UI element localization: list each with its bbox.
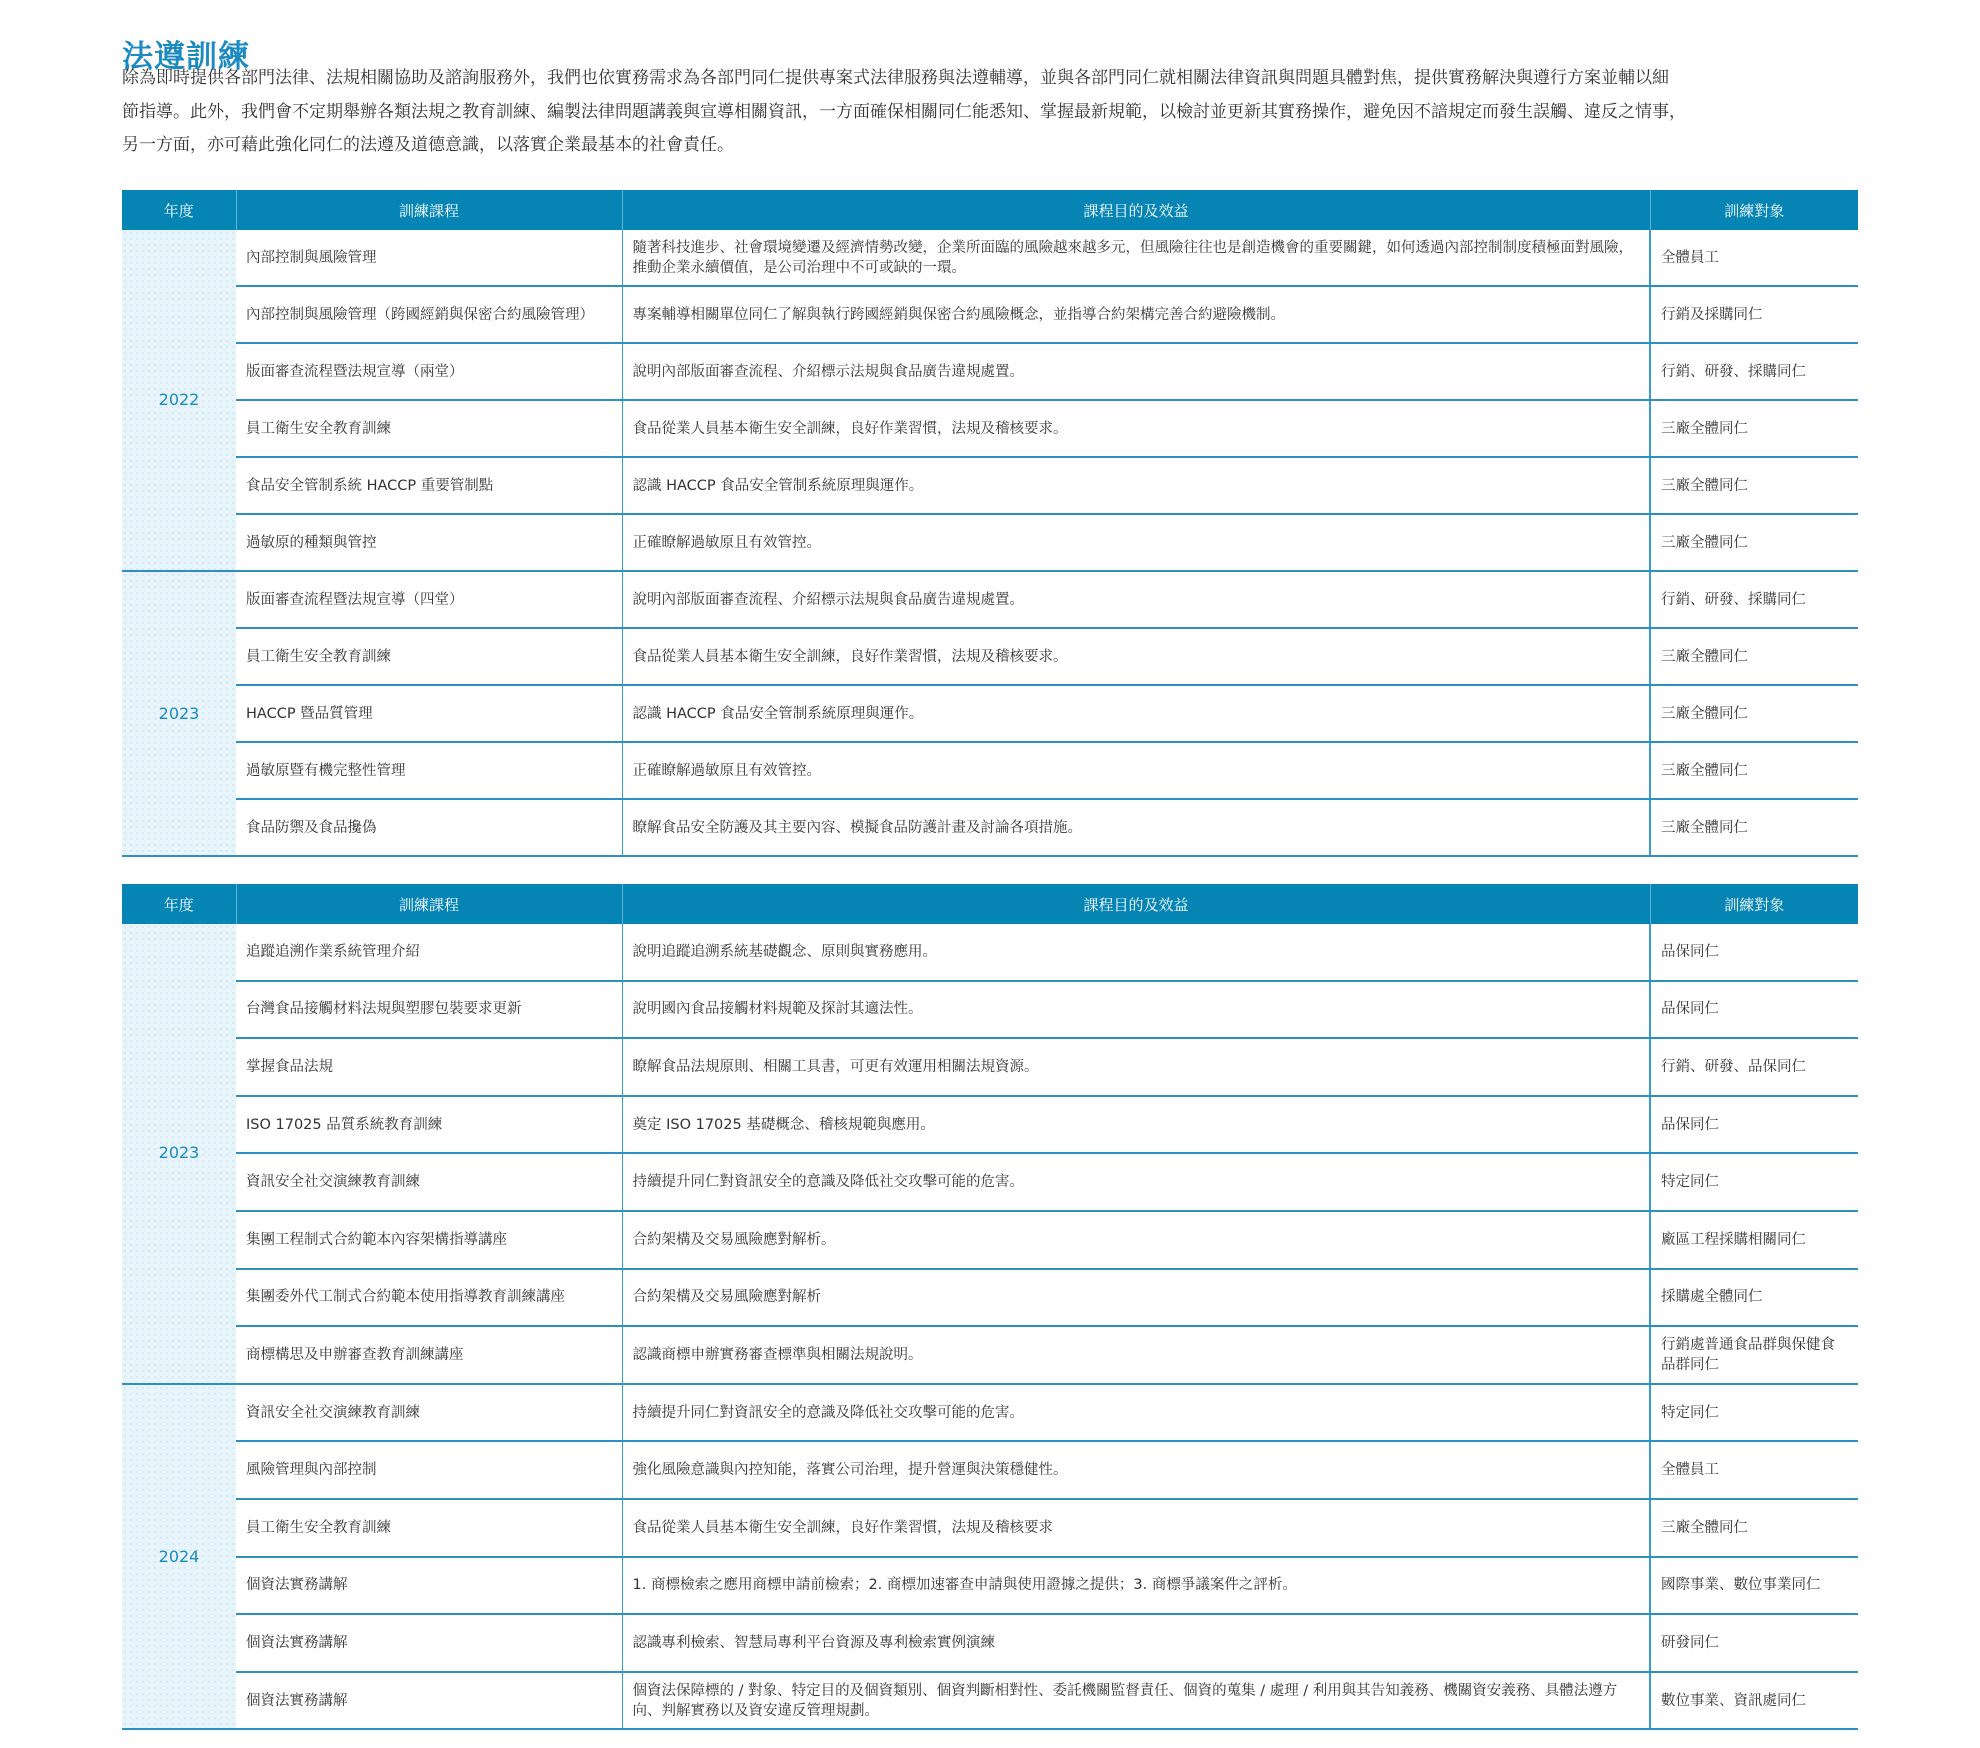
desc-cell: 食品從業人員基本衛生安全訓練，良好作業習慣，法規及稽核要求。 [622,628,1650,685]
course-cell: 商標構思及申辦審查教育訓練講座 [236,1326,622,1384]
course-cell: 台灣食品接觸材料法規與塑膠包裝要求更新 [236,981,622,1039]
target-cell: 品保同仁 [1650,1096,1858,1154]
course-cell: 版面審查流程暨法規宣導（四堂） [236,571,622,628]
desc-cell: 瞭解食品法規原則、相關工具書，可更有效運用相關法規資源。 [622,1038,1650,1096]
course-cell: 員工衛生安全教育訓練 [236,628,622,685]
training-table-1 [122,190,1858,857]
course-cell: 資訊安全社交演練教育訓練 [236,1153,622,1211]
desc-cell: 合約架構及交易風險應對解析。 [622,1211,1650,1269]
desc-cell: 持續提升同仁對資訊安全的意識及降低社交攻擊可能的危害。 [622,1384,1650,1442]
year-cell: 2023 [122,924,236,1384]
course-cell: 食品安全管制系統 HACCP 重要管制點 [236,457,622,514]
desc-cell: 1. 商標檢索之應用商標申請前檢索；2. 商標加速審查申請與使用證據之提供；3. 商標爭議案件之評析。 [622,1557,1650,1615]
desc-cell: 正確瞭解過敏原且有效管控。 [622,514,1650,571]
header-year: 年度 [122,190,236,230]
table-row [122,1557,1858,1615]
course-cell: ISO 17025 品質系統教育訓練 [236,1096,622,1154]
target-cell: 品保同仁 [1650,924,1858,981]
course-cell: 食品防禦及食品攙偽 [236,799,622,856]
desc-cell: 說明追蹤追溯系統基礎觀念、原則與實務應用。 [622,924,1650,981]
table-row [122,799,1858,856]
table-row [122,1326,1858,1384]
header-desc: 課程目的及效益 [622,190,1650,230]
table-row [122,1499,1858,1557]
course-cell: 個資法實務講解 [236,1557,622,1615]
course-cell: 風險管理與內部控制 [236,1441,622,1499]
target-cell: 行銷及採購同仁 [1650,286,1858,343]
desc-cell: 正確瞭解過敏原且有效管控。 [622,742,1650,799]
target-cell: 三廠全體同仁 [1650,400,1858,457]
table-row [122,685,1858,742]
intro-line: 節指導。此外，我們會不定期舉辦各類法規之教育訓練、編製法律問題講義與宣導相關資訊，一方面確保相關同仁能悉知、掌握最新規範，以檢討並更新其實務操作，避免因不諳規定而發生誤觸、違反之情事， [122,101,1686,122]
table-row [122,1096,1858,1154]
header-desc: 課程目的及效益 [622,884,1650,924]
target-cell: 三廠全體同仁 [1650,685,1858,742]
target-cell: 三廠全體同仁 [1650,1499,1858,1557]
target-cell: 三廠全體同仁 [1650,799,1858,856]
intro-line: 另一方面，亦可藉此強化同仁的法遵及道德意識，以落實企業最基本的社會責任。 [122,135,734,155]
table-row [122,457,1858,514]
course-cell: 掌握食品法規 [236,1038,622,1096]
table-row [122,981,1858,1039]
target-cell: 國際事業、數位事業同仁 [1650,1557,1858,1615]
table-row [122,1211,1858,1269]
course-cell: 員工衛生安全教育訓練 [236,1499,622,1557]
table-row [122,400,1858,457]
desc-cell: 認識商標申辦實務審查標準與相關法規說明。 [622,1326,1650,1384]
course-cell: 內部控制與風險管理 [236,230,622,286]
table-header-row [122,190,1858,230]
table-row [122,628,1858,685]
course-cell: 集團工程制式合約範本內容架構指導講座 [236,1211,622,1269]
target-cell: 行銷、研發、採購同仁 [1650,343,1858,400]
desc-cell: 食品從業人員基本衛生安全訓練，良好作業習慣，法規及稽核要求。 [622,400,1650,457]
intro-line: 除為即時提供各部門法律、法規相關協助及諮詢服務外，我們也依實務需求為各部門同仁提供專案式法律服務與法遵輔導，並與各部門同仁就相關法律資訊與問題具體對焦，提供實務解決與遵行方案並輔以細 [122,68,1669,88]
desc-cell: 專案輔導相關單位同仁了解與執行跨國經銷與保密合約風險概念，並指導合約架構完善合約避險機制。 [622,286,1650,343]
table-row [122,1614,1858,1672]
target-cell: 品保同仁 [1650,981,1858,1039]
target-cell: 特定同仁 [1650,1153,1858,1211]
course-cell: 資訊安全社交演練教育訓練 [236,1384,622,1442]
year-cell: 2022 [122,230,236,571]
target-cell: 廠區工程採購相關同仁 [1650,1211,1858,1269]
desc-cell: 認識 HACCP 食品安全管制系統原理與運作。 [622,457,1650,514]
table-header-row [122,884,1858,924]
target-cell: 三廠全體同仁 [1650,742,1858,799]
target-cell: 數位事業、資訊處同仁 [1650,1672,1858,1730]
table-row [122,343,1858,400]
table-row [122,1441,1858,1499]
table-row [122,1672,1858,1730]
course-cell: 個資法實務講解 [236,1614,622,1672]
target-cell: 特定同仁 [1650,1384,1858,1442]
desc-cell: 強化風險意識與內控知能，落實公司治理，提升營運與決策穩健性。 [622,1441,1650,1499]
desc-cell: 食品從業人員基本衛生安全訓練，良好作業習慣，法規及稽核要求 [622,1499,1650,1557]
course-cell: 集團委外代工制式合約範本使用指導教育訓練講座 [236,1269,622,1327]
desc-cell: 說明內部版面審查流程、介紹標示法規與食品廣告違規處置。 [622,571,1650,628]
course-cell: 內部控制與風險管理（跨國經銷與保密合約風險管理） [236,286,622,343]
year-cell: 2023 [122,571,236,856]
target-cell: 採購處全體同仁 [1650,1269,1858,1327]
desc-cell: 個資法保障標的 / 對象、特定目的及個資類別、個資判斷相對性、委託機關監督責任、個資的蒐集 / 處理 / 利用與其告知義務、機關資安義務、具體法遵方向、判解實務以及資安違反管理規劃。 [622,1672,1650,1730]
intro-paragraph [122,62,1862,163]
header-course: 訓練課程 [236,190,622,230]
desc-cell: 瞭解食品安全防護及其主要內容、模擬食品防護計畫及討論各項措施。 [622,799,1650,856]
year-cell: 2024 [122,1384,236,1730]
table-row [122,1384,1858,1442]
target-cell: 行銷處普通食品群與保健食品群同仁 [1650,1326,1858,1384]
header-course: 訓練課程 [236,884,622,924]
course-cell: 過敏原暨有機完整性管理 [236,742,622,799]
course-cell: 個資法實務講解 [236,1672,622,1730]
course-cell: 員工衛生安全教育訓練 [236,400,622,457]
desc-cell: 說明內部版面審查流程、介紹標示法規與食品廣告違規處置。 [622,343,1650,400]
header-target: 訓練對象 [1650,190,1858,230]
target-cell: 三廠全體同仁 [1650,457,1858,514]
page-title: 法遵訓練 [122,38,250,75]
target-cell: 三廠全體同仁 [1650,628,1858,685]
target-cell: 全體員工 [1650,230,1858,286]
target-cell: 全體員工 [1650,1441,1858,1499]
desc-cell: 持續提升同仁對資訊安全的意識及降低社交攻擊可能的危害。 [622,1153,1650,1211]
header-target: 訓練對象 [1650,884,1858,924]
table-row [122,1153,1858,1211]
target-cell: 行銷、研發、採購同仁 [1650,571,1858,628]
desc-cell: 合約架構及交易風險應對解析 [622,1269,1650,1327]
course-cell: 追蹤追溯作業系統管理介紹 [236,924,622,981]
table-row [122,1038,1858,1096]
course-cell: 版面審查流程暨法規宣導（兩堂） [236,343,622,400]
table-row [122,286,1858,343]
desc-cell: 認識 HACCP 食品安全管制系統原理與運作。 [622,685,1650,742]
course-cell: HACCP 暨品質管理 [236,685,622,742]
target-cell: 研發同仁 [1650,1614,1858,1672]
table-row [122,1269,1858,1327]
desc-cell: 隨著科技進步、社會環境變遷及經濟情勢改變，企業所面臨的風險越來越多元，但風險往往也是創造機會的重要關鍵，如何透過內部控制制度積極面對風險，推動企業永續價值，是公司治理中不可或缺的一環。 [622,230,1650,286]
header-year: 年度 [122,884,236,924]
table-row [122,571,1858,628]
table-row [122,514,1858,571]
desc-cell: 奠定 ISO 17025 基礎概念、稽核規範與應用。 [622,1096,1650,1154]
table-row [122,230,1858,286]
target-cell: 三廠全體同仁 [1650,514,1858,571]
desc-cell: 認識專利檢索、智慧局專利平台資源及專利檢索實例演練 [622,1614,1650,1672]
training-table-2 [122,884,1858,1730]
course-cell: 過敏原的種類與管控 [236,514,622,571]
desc-cell: 說明國內食品接觸材料規範及探討其適法性。 [622,981,1650,1039]
table-row [122,924,1858,981]
table-row [122,742,1858,799]
target-cell: 行銷、研發、品保同仁 [1650,1038,1858,1096]
